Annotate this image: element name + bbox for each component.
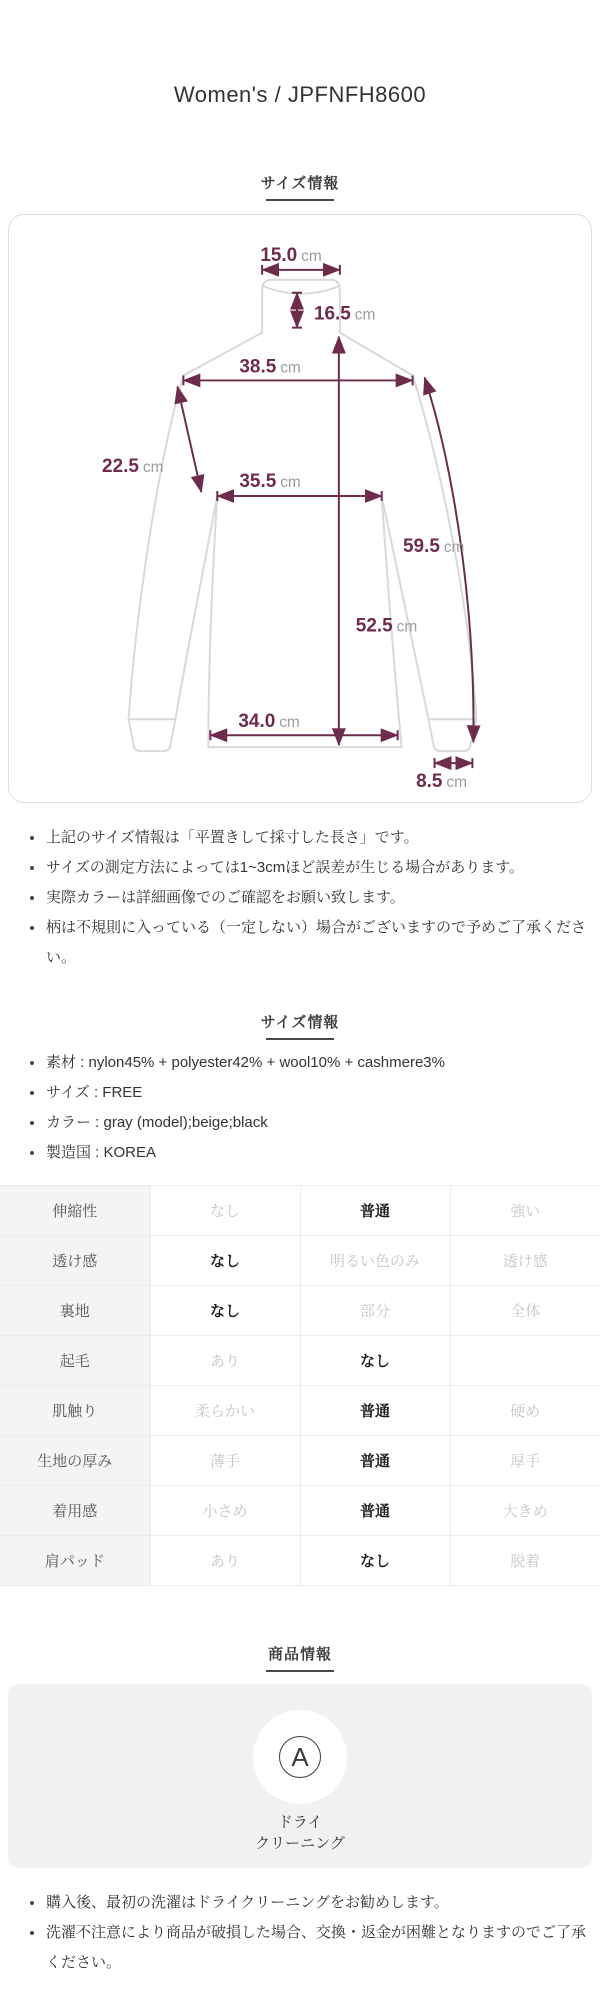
- attribute-option-3: 大きめ: [450, 1486, 600, 1536]
- attribute-option-1: あり: [150, 1536, 300, 1586]
- attribute-row: [0, 1386, 600, 1436]
- attribute-option-2: 普通: [300, 1186, 450, 1236]
- svg-text:59.5cm: 59.5 cm: [403, 535, 465, 557]
- spec-item: 素材 : nylon45% + polyester42% + wool10% + cashmere3%: [46, 1048, 590, 1078]
- attribute-option-1: なし: [150, 1186, 300, 1236]
- care-icon-circle: [253, 1710, 347, 1804]
- attribute-row: [0, 1486, 600, 1536]
- sweater-outline: [129, 280, 477, 751]
- size-section-title: サイズ情報: [260, 175, 340, 192]
- svg-text:38.5cm: 38.5 cm: [239, 356, 301, 378]
- spec-list: [0, 1048, 600, 1168]
- attribute-option-2: 部分: [300, 1286, 450, 1336]
- svg-text:22.5cm: 22.5 cm: [102, 456, 164, 478]
- care-notes-list: [0, 1888, 600, 1978]
- attribute-label: 起毛: [0, 1336, 150, 1386]
- size-note-item: 実際カラーは詳細画像でのご確認をお願い致します。: [46, 883, 590, 913]
- attribute-row: [0, 1536, 600, 1586]
- care-note-item: 洗濯不注意により商品が破損した場合、交換・返金が困難となりますのでご了承ください。: [46, 1918, 590, 1978]
- garment-measurement-diagram: [9, 215, 591, 802]
- attribute-option-1: 小さめ: [150, 1486, 300, 1536]
- care-section-header: [0, 1643, 600, 1672]
- header-underline: [266, 1670, 334, 1672]
- size-note-item: 上記のサイズ情報は「平置きして採寸した長さ」です。: [46, 823, 590, 853]
- attribute-option-3: [450, 1336, 600, 1386]
- attribute-option-1: あり: [150, 1336, 300, 1386]
- attribute-label: 伸縮性: [0, 1186, 150, 1236]
- attribute-option-2: 普通: [300, 1486, 450, 1536]
- measure-cuff-width: [416, 758, 472, 792]
- attribute-option-2: 普通: [300, 1436, 450, 1486]
- attribute-row: [0, 1336, 600, 1386]
- measure-collar-height: [292, 293, 375, 328]
- attribute-label: 肩パッド: [0, 1536, 150, 1586]
- attribute-label: 生地の厚み: [0, 1436, 150, 1486]
- care-info-box: [8, 1684, 592, 1868]
- attribute-option-2: 普通: [300, 1386, 450, 1436]
- spec-section-header: [0, 1011, 600, 1040]
- size-notes-list: [0, 823, 600, 973]
- spec-item: サイズ : FREE: [46, 1078, 590, 1108]
- svg-text:8.5cm: 8.5 cm: [416, 771, 467, 793]
- attribute-row: [0, 1186, 600, 1236]
- spec-section-title: サイズ情報: [260, 1014, 340, 1031]
- spec-item: カラー : gray (model);beige;black: [46, 1108, 590, 1138]
- attribute-option-2: 明るい色のみ: [300, 1236, 450, 1286]
- attribute-row: [0, 1436, 600, 1486]
- attribute-option-1: 柔らかい: [150, 1386, 300, 1436]
- size-note-item: サイズの測定方法によっては1~3cmほど誤差が生じる場合があります。: [46, 853, 590, 883]
- attribute-option-1: なし: [150, 1236, 300, 1286]
- care-label-line2: クリーニング: [255, 1835, 345, 1852]
- attribute-option-3: 厚手: [450, 1436, 600, 1486]
- attribute-option-1: 薄手: [150, 1436, 300, 1486]
- svg-text:15.0cm: 15.0 cm: [260, 244, 322, 266]
- spec-item: 製造国 : KOREA: [46, 1138, 590, 1168]
- dry-clean-a-icon: [279, 1736, 321, 1778]
- svg-text:52.5cm: 52.5 cm: [355, 615, 418, 637]
- attribute-label: 肌触り: [0, 1386, 150, 1436]
- attribute-table: [0, 1185, 600, 1586]
- attribute-option-3: 透け感: [450, 1236, 600, 1286]
- attribute-row: [0, 1236, 600, 1286]
- care-section-title: 商品情報: [267, 1646, 332, 1663]
- attribute-option-3: 硬め: [450, 1386, 600, 1436]
- header-underline: [266, 1038, 334, 1040]
- size-diagram-box: [8, 214, 592, 803]
- dry-clean-letter: A: [291, 1741, 309, 1772]
- attribute-option-3: 強い: [450, 1186, 600, 1236]
- attribute-label: 着用感: [0, 1486, 150, 1536]
- attribute-option-2: なし: [300, 1536, 450, 1586]
- size-note-item: 柄は不規則に入っている（一定しない）場合がございますので予めご了承ください。: [46, 913, 590, 973]
- attribute-label: 透け感: [0, 1236, 150, 1286]
- attribute-option-1: なし: [150, 1286, 300, 1336]
- svg-text:34.0cm: 34.0 cm: [238, 711, 300, 733]
- measure-collar-width: [260, 245, 340, 275]
- measure-sleeve-length: [403, 377, 473, 742]
- measure-armhole: [102, 386, 201, 492]
- attribute-row: [0, 1286, 600, 1336]
- size-section-header: [0, 172, 600, 201]
- measure-hem-width: [210, 711, 397, 740]
- attribute-option-3: 全体: [450, 1286, 600, 1336]
- care-note-item: 購入後、最初の洗濯はドライクリーニングをお勧めします。: [46, 1888, 590, 1918]
- attribute-option-3: 脱着: [450, 1536, 600, 1586]
- header-underline: [266, 199, 334, 201]
- measure-shoulder-width: [183, 356, 412, 385]
- svg-text:16.5cm: 16.5 cm: [313, 303, 376, 325]
- attribute-label: 裏地: [0, 1286, 150, 1336]
- attribute-option-2: なし: [300, 1336, 450, 1386]
- page-title: Women's / JPFNFH8600: [173, 82, 427, 107]
- care-label-line1: ドライ: [277, 1814, 323, 1831]
- measure-chest-width: [217, 471, 381, 501]
- care-icon-label: [255, 1812, 345, 1854]
- svg-text:35.5cm: 35.5 cm: [239, 471, 301, 493]
